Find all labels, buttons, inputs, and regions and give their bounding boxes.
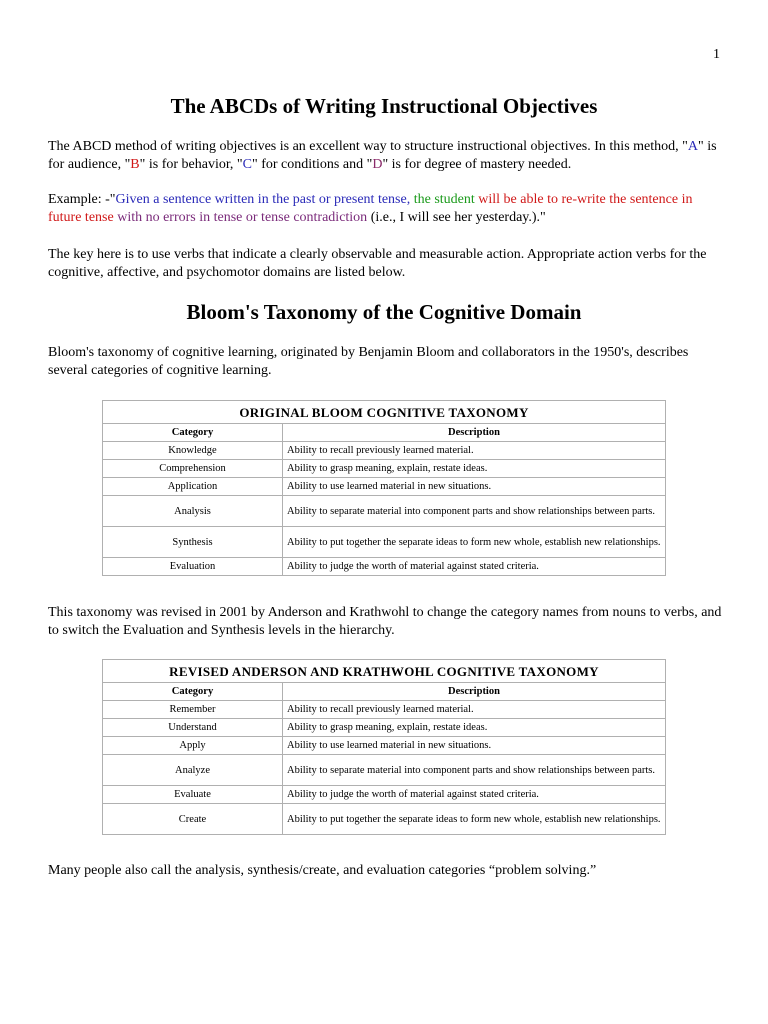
description-cell: Ability to recall previously learned material. — [283, 701, 666, 719]
revised-taxonomy-table — [102, 659, 666, 835]
table-title: ORIGINAL BLOOM COGNITIVE TAXONOMY — [103, 401, 666, 424]
column-header-description: Description — [283, 683, 666, 701]
category-cell: Analysis — [103, 496, 283, 527]
description-cell: Ability to grasp meaning, explain, restate ideas. — [283, 460, 666, 478]
intro-text: " is for degree of mastery needed. — [382, 157, 572, 172]
table-row — [103, 460, 666, 478]
category-cell: Remember — [103, 701, 283, 719]
category-cell: Analyze — [103, 755, 283, 786]
example-conditions: Given a sentence written in the past or present tense, — [115, 192, 411, 207]
original-bloom-table — [102, 400, 666, 576]
intro-text: " for conditions and " — [252, 157, 373, 172]
table-row — [103, 558, 666, 576]
description-cell: Ability to separate material into component parts and show relationships between parts. — [283, 755, 666, 786]
intro-text: " is for behavior, " — [139, 157, 243, 172]
category-cell: Create — [103, 804, 283, 835]
category-cell: Synthesis — [103, 527, 283, 558]
category-cell: Evaluate — [103, 786, 283, 804]
letter-d: D — [372, 157, 383, 172]
category-cell: Knowledge — [103, 442, 283, 460]
table-row — [103, 755, 666, 786]
example-prefix: Example: -" — [48, 192, 116, 207]
category-cell: Evaluation — [103, 558, 283, 576]
column-header-category: Category — [103, 683, 283, 701]
letter-c: C — [242, 157, 252, 172]
category-cell: Comprehension — [103, 460, 283, 478]
category-cell: Application — [103, 478, 283, 496]
table-row — [103, 701, 666, 719]
example-behavior: will be able to re-write the sentence in future tense — [48, 192, 693, 225]
intro-text: The ABCD method of writing objectives is an excellent way to structure instructional objectives. In this method, " — [48, 139, 688, 154]
table-row — [103, 719, 666, 737]
description-cell: Ability to use learned material in new situations. — [283, 478, 666, 496]
letter-a: A — [687, 139, 698, 154]
revision-paragraph: This taxonomy was revised in 2001 by Anderson and Krathwohl to change the category names from nouns to verbs, and to switch the Evaluation and Synthesis levels in the hierarchy. — [48, 605, 722, 638]
description-cell: Ability to put together the separate ideas to form new whole, establish new relationships. — [283, 804, 666, 835]
example-suffix: (i.e., I will see her yesterday.)." — [367, 210, 546, 225]
table-row — [103, 442, 666, 460]
closing-paragraph: Many people also call the analysis, synthesis/create, and evaluation categories “problem solving.” — [48, 863, 597, 878]
intro-text: " is for audience, " — [48, 139, 717, 172]
table-row — [103, 786, 666, 804]
description-cell: Ability to use learned material in new situations. — [283, 737, 666, 755]
page-number: 1 — [713, 47, 720, 62]
section-title: Bloom's Taxonomy of the Cognitive Domain — [186, 300, 582, 324]
column-header-category: Category — [103, 424, 283, 442]
description-cell: Ability to recall previously learned material. — [283, 442, 666, 460]
table-row — [103, 478, 666, 496]
column-header-description: Description — [283, 424, 666, 442]
letter-b: B — [130, 157, 140, 172]
description-cell: Ability to put together the separate ideas to form new whole, establish new relationships. — [283, 527, 666, 558]
description-cell: Ability to judge the worth of material against stated criteria. — [283, 558, 666, 576]
example-degree: with no errors in tense or tense contradiction — [117, 210, 368, 225]
table-row — [103, 804, 666, 835]
category-cell: Apply — [103, 737, 283, 755]
verbs-paragraph: The key here is to use verbs that indicate a clearly observable and measurable action. Appropriate action verbs for the cognitive, affective, and psychomotor domains are listed below. — [48, 247, 707, 280]
abcd-intro-paragraph — [48, 138, 728, 174]
description-cell: Ability to judge the worth of material against stated criteria. — [283, 786, 666, 804]
category-cell: Understand — [103, 719, 283, 737]
description-cell: Ability to separate material into component parts and show relationships between parts. — [283, 496, 666, 527]
description-cell: Ability to grasp meaning, explain, restate ideas. — [283, 719, 666, 737]
table-row — [103, 496, 666, 527]
table-title: REVISED ANDERSON AND KRATHWOHL COGNITIVE TAXONOMY — [103, 660, 666, 683]
page-title: The ABCDs of Writing Instructional Objectives — [170, 94, 598, 118]
example-paragraph — [48, 191, 728, 227]
example-audience: the student — [413, 192, 475, 207]
blooms-intro-paragraph: Bloom's taxonomy of cognitive learning, originated by Benjamin Bloom and collaborators in the 1950's, describes several categories of cognitive learning. — [48, 345, 689, 378]
table-row — [103, 737, 666, 755]
table-row — [103, 527, 666, 558]
